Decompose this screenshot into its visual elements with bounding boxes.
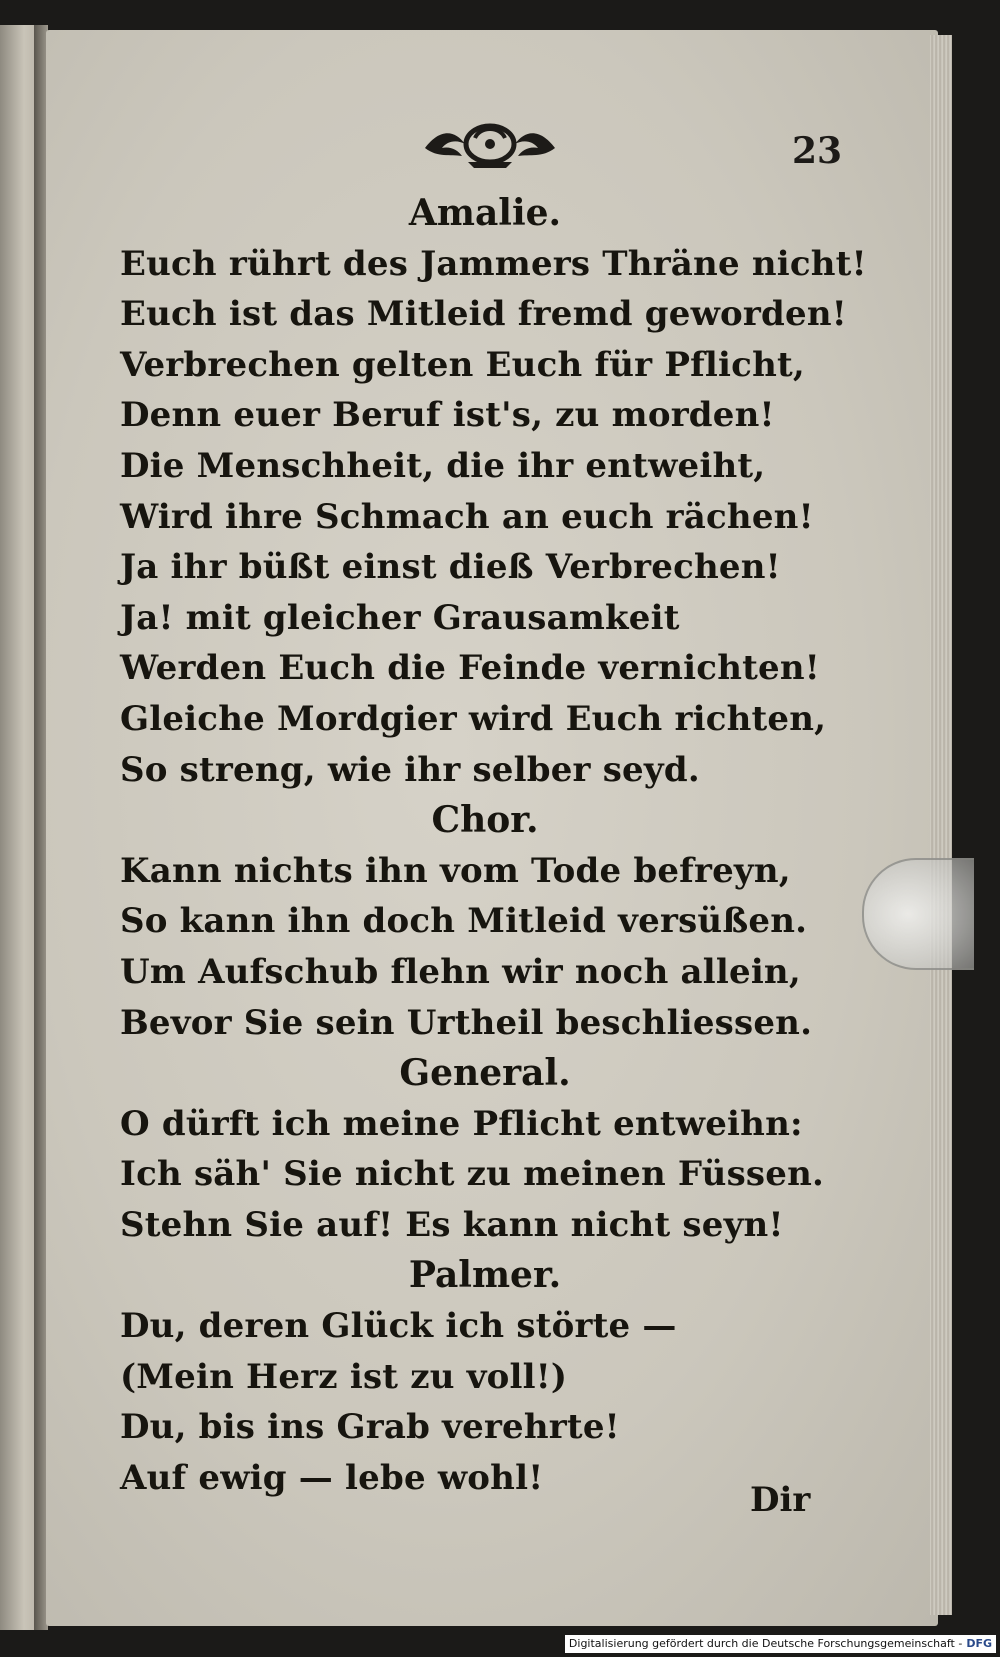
footer-text: Digitalisierung gefördert durch die Deutsche Forschungsgemeinschaft - <box>568 1637 963 1650</box>
verse-line: Um Aufschub flehn wir noch allein, <box>120 951 801 992</box>
dfg-logo: DFG <box>966 1637 992 1650</box>
page-number: 23 <box>792 130 843 172</box>
verse-line: Euch ist das Mitleid fremd geworden! <box>120 294 847 335</box>
verse-line: Die Menschheit, die ihr entweiht, <box>120 445 766 486</box>
verse-line: (Mein Herz ist zu voll!) <box>120 1356 568 1397</box>
verse-line: Bevor Sie sein Urtheil beschliessen. <box>120 1002 813 1043</box>
verse-line: Gleiche Mordgier wird Euch richten, <box>120 698 827 739</box>
verse-line: Wird ihre Schmach an euch rächen! <box>120 496 814 537</box>
verse-line: Kann nichts ihn vom Tode befreyn, <box>120 850 791 891</box>
verse-line: Du, deren Glück ich störte — <box>120 1306 677 1347</box>
page-clip <box>862 858 974 970</box>
verse-line: So streng, wie ihr selber seyd. <box>120 749 700 790</box>
floral-headpiece-icon <box>420 118 560 170</box>
verse-line: Werden Euch die Feinde vernichten! <box>120 648 820 689</box>
verse-text <box>120 188 867 1503</box>
verse-line: Ja! mit gleicher Grausamkeit <box>120 597 680 638</box>
speaker-name: Palmer. <box>408 1254 562 1297</box>
verse-line: Du, bis ins Grab verehrte! <box>120 1407 620 1448</box>
verse-line: So kann ihn doch Mitleid versüßen. <box>120 901 808 942</box>
verse-line: Stehn Sie auf! Es kann nicht seyn! <box>120 1204 784 1245</box>
page-stack-edge <box>930 35 952 1615</box>
verse-line: Ich säh' Sie nicht zu meinen Füssen. <box>120 1154 825 1195</box>
catchword: Dir <box>750 1480 811 1520</box>
verse-line: O dürft ich meine Pflicht entweihn: <box>120 1103 803 1144</box>
verse-line: Euch rührt des Jammers Thräne nicht! <box>120 243 867 284</box>
speaker-name: General. <box>399 1052 571 1095</box>
speaker-name: Chor. <box>431 799 539 842</box>
digitization-footer <box>565 1635 996 1653</box>
verse-line: Verbrechen gelten Euch für Pflicht, <box>120 344 805 385</box>
verse-line: Ja ihr büßt einst dieß Verbrechen! <box>120 547 781 588</box>
verse-line: Auf ewig — lebe wohl! <box>120 1457 544 1498</box>
verse-line: Denn euer Beruf ist's, zu morden! <box>120 395 775 436</box>
speaker-name: Amalie. <box>408 192 562 234</box>
